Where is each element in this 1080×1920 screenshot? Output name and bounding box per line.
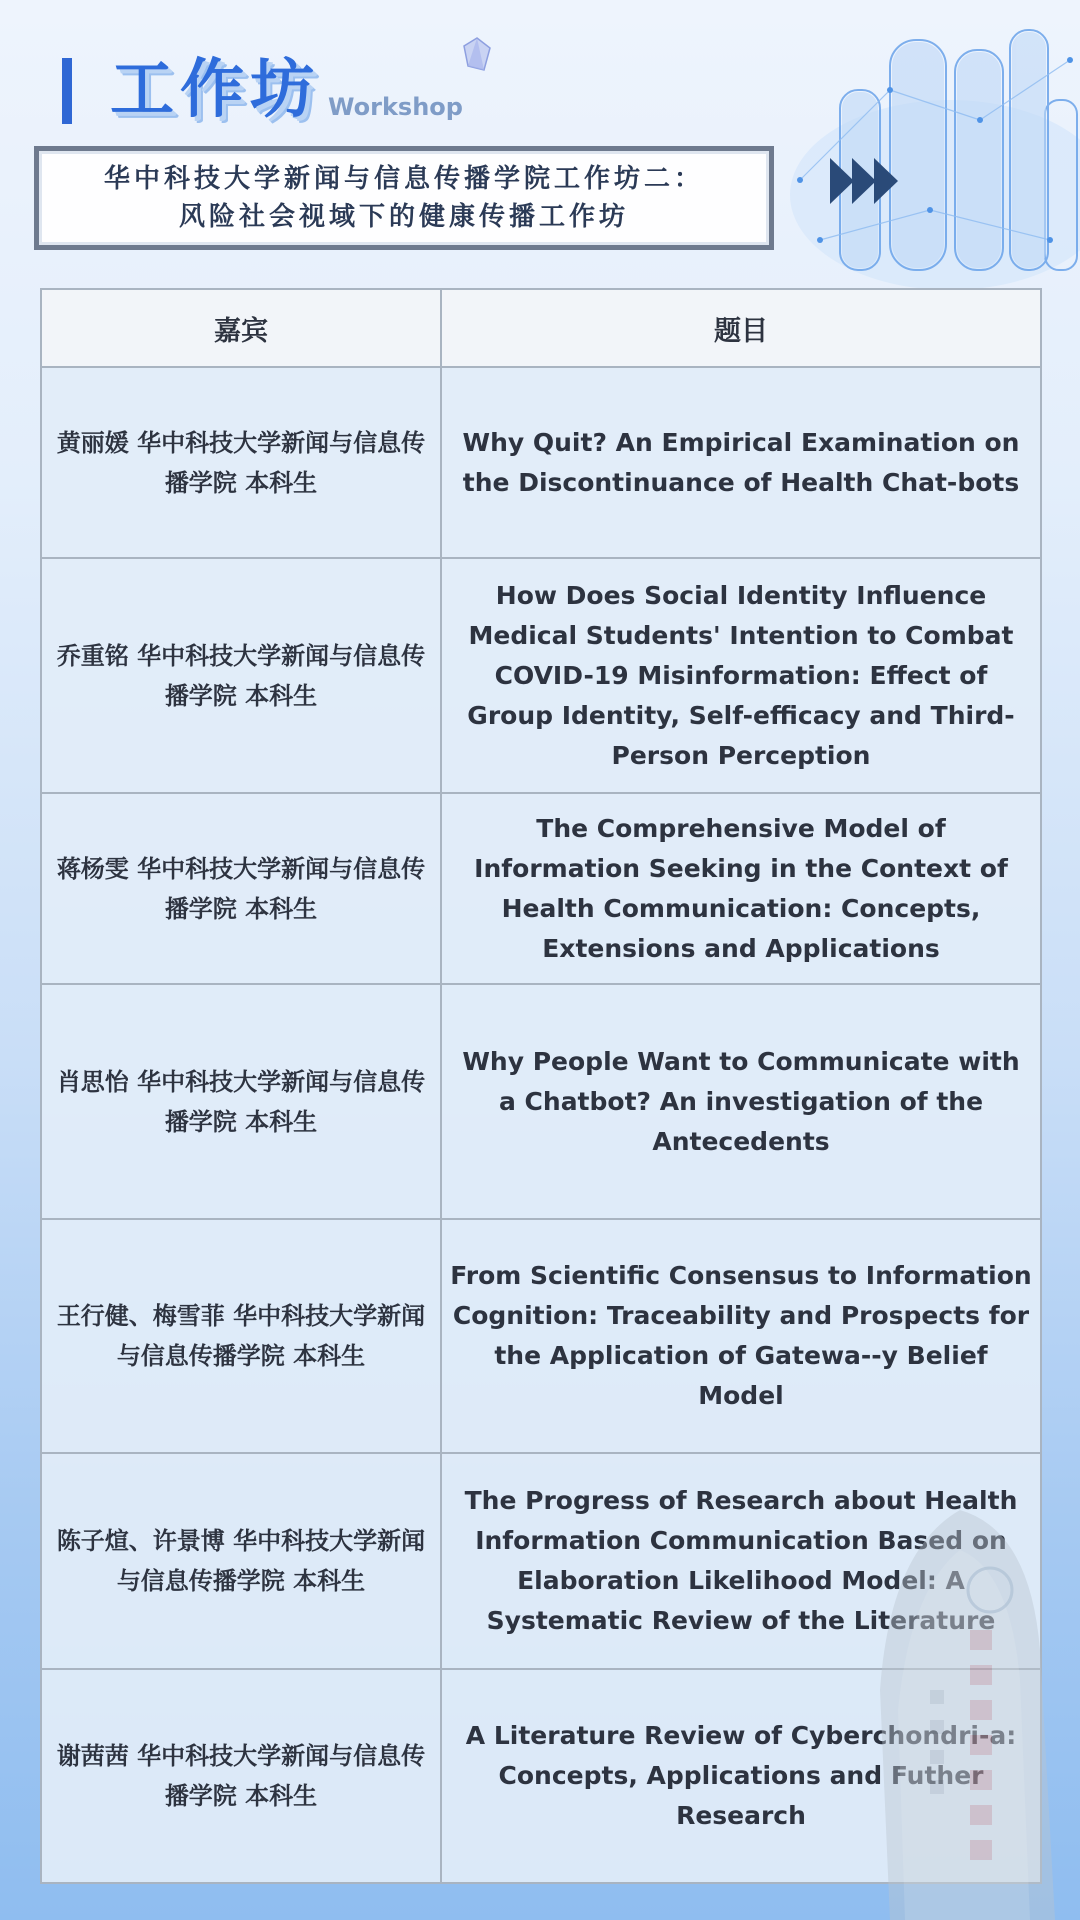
- subtitle-line-2: 风险社会视域下的健康传播工作坊: [178, 202, 629, 232]
- subtitle-line-1: 华中科技大学新闻与信息传播学院工作坊二：: [103, 164, 704, 194]
- triple-arrow-icon: [830, 158, 902, 204]
- topic-cell: A Literature Review of Cyberchondri-a: Concepts, Applications and Futher Research: [441, 1669, 1041, 1883]
- subtitle-box: [34, 146, 774, 250]
- gem-icon: [462, 36, 492, 72]
- table-row: [41, 1219, 1041, 1453]
- guest-cell: 黄丽媛 华中科技大学新闻与信息传播学院 本科生: [41, 367, 441, 558]
- table-row: [41, 793, 1041, 984]
- guest-cell: 乔重铭 华中科技大学新闻与信息传播学院 本科生: [41, 558, 441, 793]
- topic-cell: Why Quit? An Empirical Examination on the Discontinuance of Health Chat-bots: [441, 367, 1041, 558]
- page-title: 工作坊: [110, 53, 320, 127]
- topic-cell: Why People Want to Communicate with a Chatbot? An investigation of the Antecedents: [441, 984, 1041, 1219]
- guest-cell: 蒋杨雯 华中科技大学新闻与信息传播学院 本科生: [41, 793, 441, 984]
- header-guest: 嘉宾: [41, 289, 441, 367]
- buildings-illustration: [780, 0, 1080, 300]
- guest-cell: 肖思怡 华中科技大学新闻与信息传播学院 本科生: [41, 984, 441, 1219]
- topic-cell: The Progress of Research about Health Information Communication Based on Elaboration Likelihood Model: A Systematic Review of the Literature: [441, 1453, 1041, 1669]
- topic-cell: How Does Social Identity Influence Medical Students' Intention to Combat COVID-19 Misinformation: Effect of Group Identity, Self-efficacy and Third-Person Perception: [441, 558, 1041, 793]
- table-row: [41, 367, 1041, 558]
- guest-cell: 谢茜茜 华中科技大学新闻与信息传播学院 本科生: [41, 1669, 441, 1883]
- topic-cell: The Comprehensive Model of Information Seeking in the Context of Health Communication: Concepts, Extensions and Applications: [441, 793, 1041, 984]
- guest-cell: 王行健、梅雪菲 华中科技大学新闻与信息传播学院 本科生: [41, 1219, 441, 1453]
- table-row: [41, 558, 1041, 793]
- page-title-en: Workshop: [328, 93, 463, 121]
- table-row: [41, 1669, 1041, 1883]
- topic-cell: From Scientific Consensus to Information Cognition: Traceability and Prospects for the Application of Gatewa--y Belief Model: [441, 1219, 1041, 1453]
- table-header-row: [41, 289, 1041, 367]
- title-accent-bar: [62, 58, 72, 124]
- header-topic: 题目: [441, 289, 1041, 367]
- speaker-table: [40, 288, 1042, 1884]
- guest-cell: 陈子煊、许景博 华中科技大学新闻与信息传播学院 本科生: [41, 1453, 441, 1669]
- table-row: [41, 1453, 1041, 1669]
- table-row: [41, 984, 1041, 1219]
